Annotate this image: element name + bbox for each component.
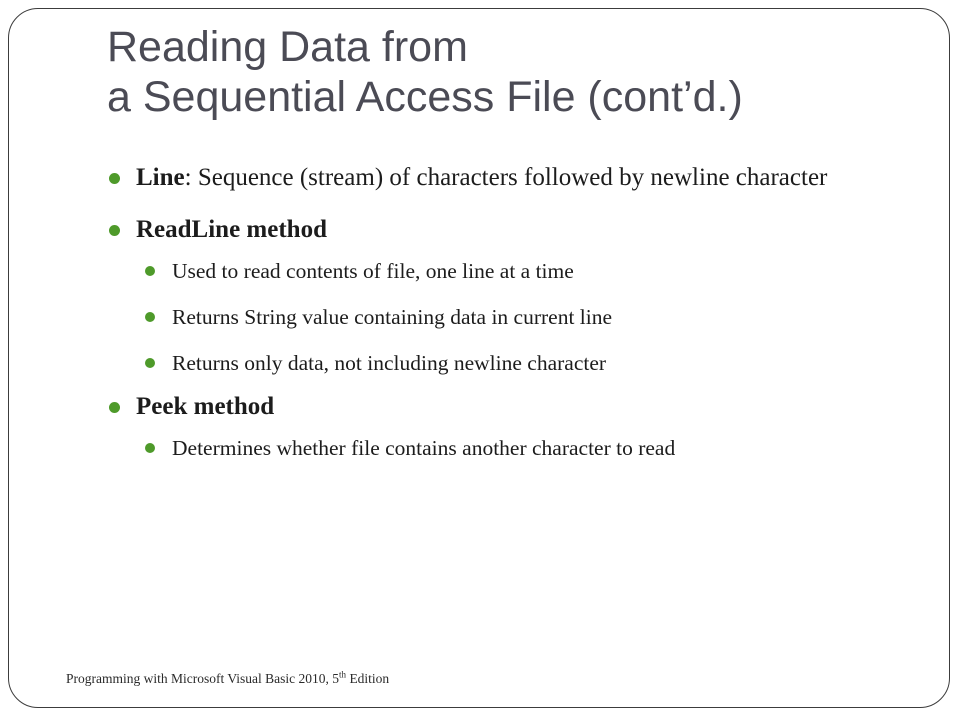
- bullet-dot-icon: [109, 173, 120, 184]
- slide-title-line-2: a Sequential Access File (cont’d.): [107, 73, 743, 121]
- slide-title: [107, 22, 907, 122]
- bullet-text: : Sequence (stream) of characters followed by newline character: [184, 164, 828, 191]
- bullet-list: [108, 162, 868, 462]
- footer-suffix: Edition: [346, 671, 390, 686]
- sub-bullet-dot-icon: [145, 443, 155, 453]
- sub-bullet: [145, 257, 868, 285]
- bullet-dot-icon: [109, 402, 120, 413]
- bullet-readline-method: [108, 214, 868, 377]
- sub-bullet: [145, 303, 868, 331]
- sub-bullet-list: [136, 257, 868, 377]
- bullet-line: [108, 162, 868, 194]
- sub-bullet-dot-icon: [145, 312, 155, 322]
- footer-superscript: th: [339, 669, 347, 680]
- sub-bullet-text: Returns only data, not including newline character: [172, 351, 607, 375]
- bullet-term: ReadLine method: [136, 216, 327, 243]
- sub-bullet-list: [136, 434, 868, 462]
- bullet-peek-method: [108, 391, 868, 462]
- sub-bullet-dot-icon: [145, 266, 155, 276]
- bullet-term: Peek method: [136, 393, 275, 420]
- slide-title-line-1: Reading Data from: [107, 23, 468, 71]
- sub-bullet-dot-icon: [145, 358, 155, 368]
- sub-bullet: [145, 434, 868, 462]
- slide-footer: [66, 671, 389, 687]
- footer-text: Programming with Microsoft Visual Basic 2010, 5: [66, 671, 340, 686]
- sub-bullet-text: Used to read contents of file, one line at a time: [172, 259, 574, 283]
- sub-bullet-text: Determines whether file contains another character to read: [172, 436, 676, 460]
- bullet-dot-icon: [109, 225, 120, 236]
- sub-bullet: [145, 349, 868, 377]
- sub-bullet-text: Returns String value containing data in current line: [172, 305, 613, 329]
- bullet-term: Line: [136, 164, 185, 191]
